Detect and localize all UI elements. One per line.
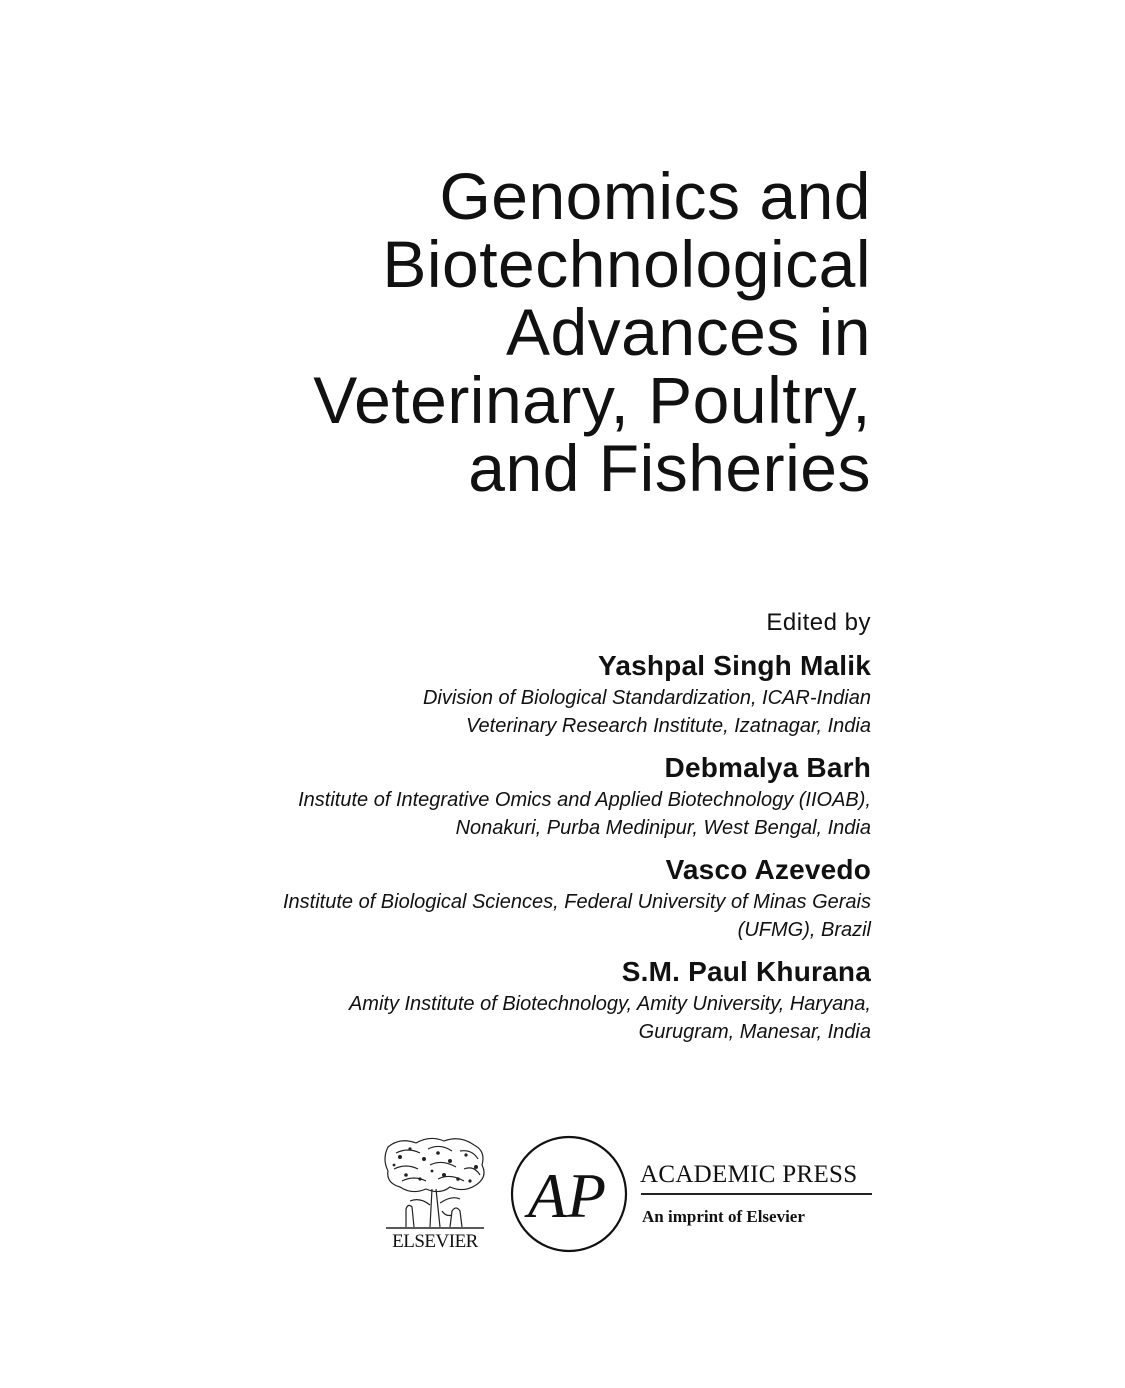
editor-affiliation: (UFMG), Brazil xyxy=(737,919,871,941)
editor-affiliation: Nonakuri, Purba Medinipur, West Bengal, India xyxy=(455,817,871,839)
editor-name: S.M. Paul Khurana xyxy=(621,956,871,987)
editor-affiliation: Amity Institute of Biotechnology, Amity University, Haryana, xyxy=(348,993,871,1015)
title-line: Biotechnological xyxy=(382,227,871,301)
editor-name: Debmalya Barh xyxy=(664,752,871,783)
title-line: Veterinary, Poultry, xyxy=(313,363,871,437)
editors-section xyxy=(111,606,871,1056)
book-title xyxy=(171,159,871,505)
academic-press-name: ACADEMIC PRESS xyxy=(640,1161,858,1188)
press-divider xyxy=(641,1193,872,1195)
editor-entry xyxy=(111,852,871,944)
edited-by-label: Edited by xyxy=(766,609,871,636)
editor-affiliation: Gurugram, Manesar, India xyxy=(638,1021,871,1043)
editor-affiliation: Veterinary Research Institute, Izatnagar, India xyxy=(465,715,871,737)
editor-affiliation: Division of Biological Standardization, ICAR-Indian xyxy=(422,687,871,709)
svg-text:AP: AP xyxy=(527,1160,607,1231)
press-imprint: An imprint of Elsevier xyxy=(642,1207,805,1226)
editor-name: Vasco Azevedo xyxy=(665,854,871,885)
editor-name: Yashpal Singh Malik xyxy=(598,650,871,681)
elsevier-wordmark: ELSEVIER xyxy=(392,1231,478,1252)
editor-affiliation: Institute of Integrative Omics and Applied Biotechnology (IIOAB), xyxy=(298,789,871,811)
title-line: and Fisheries xyxy=(468,431,871,505)
editor-entry xyxy=(111,648,871,740)
editor-affiliation: Institute of Biological Sciences, Federal University of Minas Gerais xyxy=(282,891,871,913)
academic-press-ap-logo xyxy=(510,1135,628,1253)
title-line: Advances in xyxy=(505,295,871,369)
editor-entry xyxy=(111,954,871,1046)
title-line: Genomics and xyxy=(439,159,871,233)
publisher-logos xyxy=(380,1135,875,1255)
editor-entry xyxy=(111,750,871,842)
